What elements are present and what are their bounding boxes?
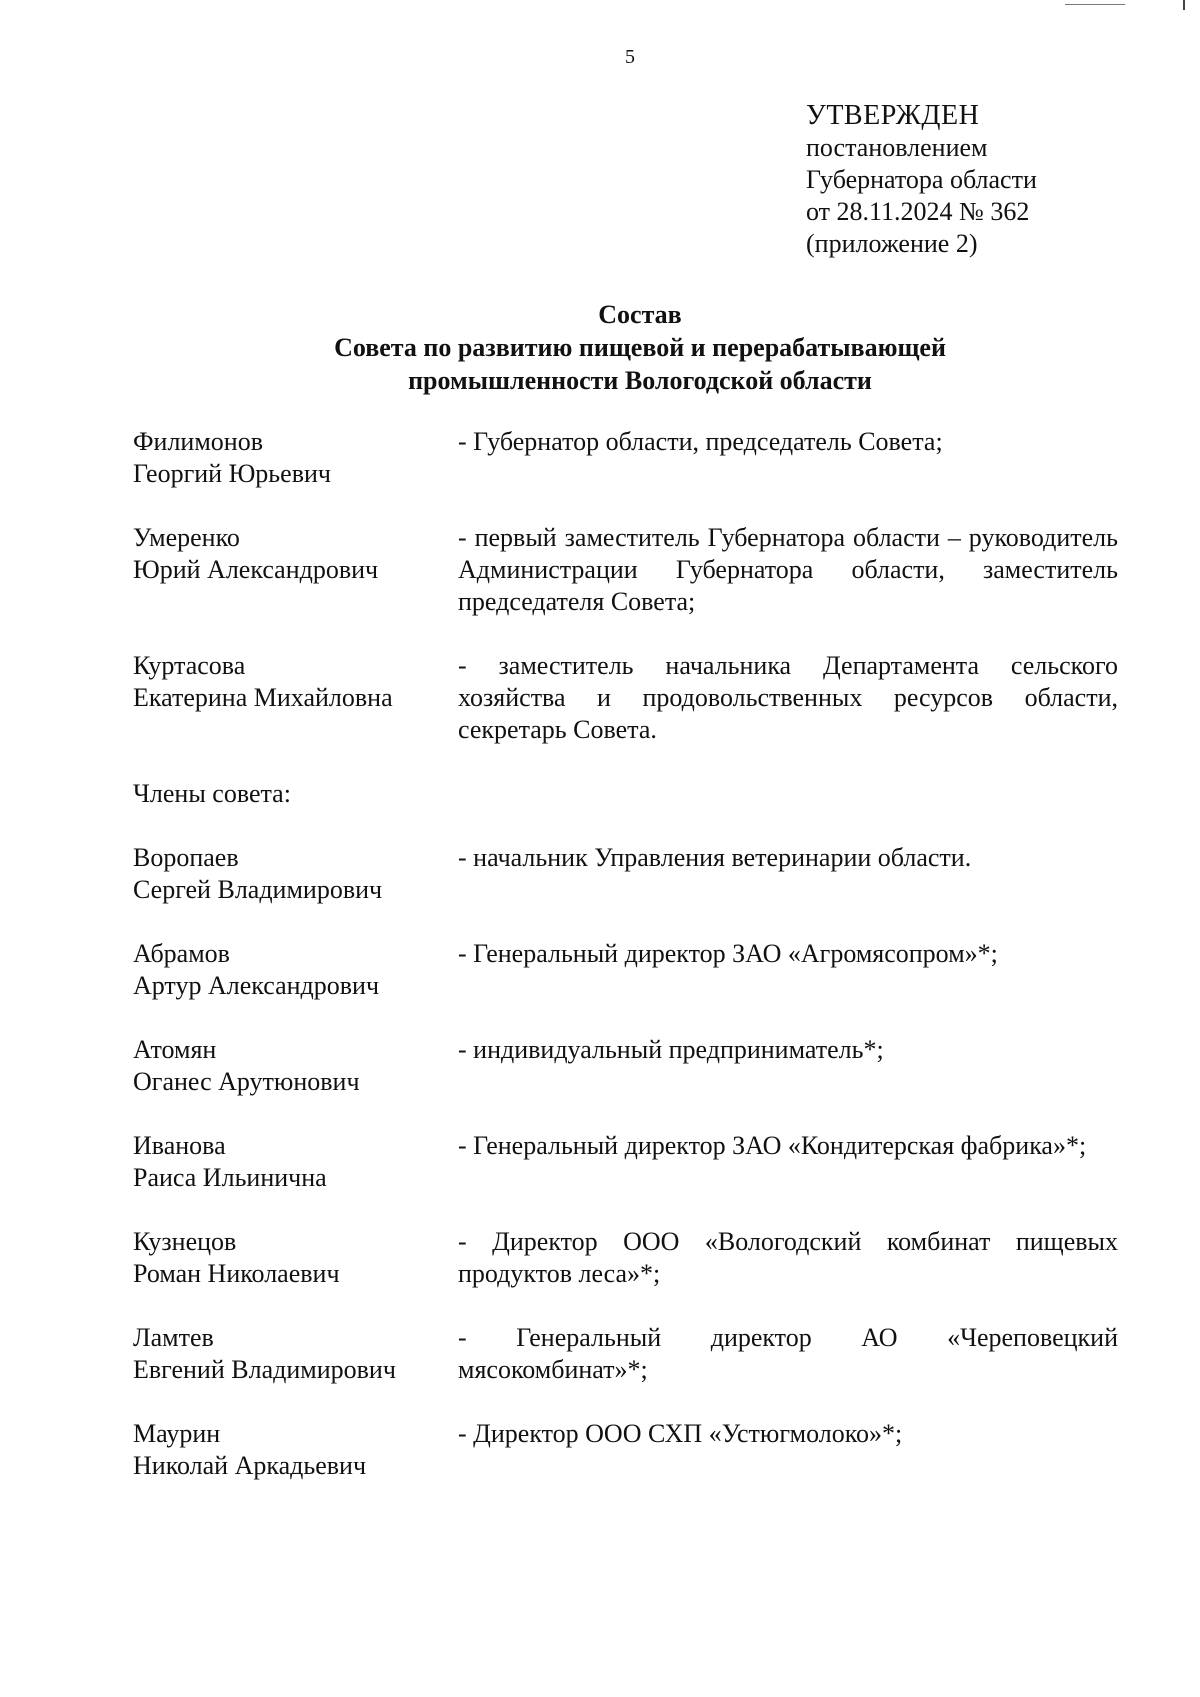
member-name (133, 1034, 458, 1098)
member-role: - Губернатор области, председатель Совета; (458, 427, 943, 456)
member-surname: Иванова (133, 1131, 226, 1160)
member-role: - Генеральный директор ЗАО «Агромясопром»*; (458, 939, 998, 968)
member-entry (133, 1418, 1118, 1482)
member-entry (133, 1034, 1118, 1098)
member-role: - Генеральный директор ЗАО «Кондитерская фабрика»*; (458, 1131, 1087, 1160)
approval-title: УТВЕРЖДЕН (806, 100, 980, 131)
member-entry-chairman (133, 426, 1118, 490)
member-name (133, 1322, 458, 1386)
member-surname: Атомян (133, 1035, 217, 1064)
member-given-name: Николай Аркадьевич (133, 1451, 367, 1480)
member-surname: Куртасова (133, 651, 246, 680)
member-given-name: Раиса Ильинична (133, 1163, 327, 1192)
member-entry (133, 1226, 1118, 1290)
member-role: - Директор ООО «Вологодский комбинат пищевых продуктов леса»*; (458, 1227, 1118, 1288)
member-name (133, 842, 458, 906)
member-entry (133, 938, 1118, 1002)
member-name (133, 1130, 458, 1194)
member-given-name: Сергей Владимирович (133, 875, 383, 904)
member-role: - Генеральный директор АО «Череповецкий мясокомбинат»*; (458, 1323, 1118, 1384)
member-surname: Филимонов (133, 427, 263, 456)
member-name (133, 426, 458, 490)
approval-line-3: от 28.11.2024 № 362 (806, 197, 1030, 226)
members-label: Члены совета: (133, 779, 291, 808)
member-role: - начальник Управления ветеринарии области. (458, 843, 972, 872)
member-surname: Воропаев (133, 843, 239, 872)
member-entry (133, 842, 1118, 906)
member-given-name: Юрий Александрович (133, 555, 379, 584)
member-role: - первый заместитель Губернатора области – руководитель Администрации Губернатора области, заместитель председателя Совета; (458, 523, 1118, 616)
scan-edge-dash (1065, 4, 1125, 5)
member-surname: Кузнецов (133, 1227, 237, 1256)
approval-line-2: Губернатора области (806, 165, 1037, 194)
member-given-name: Артур Александрович (133, 971, 380, 1000)
scan-edge-mark (1183, 0, 1185, 10)
council-composition (133, 426, 1118, 1482)
member-surname: Ламтев (133, 1323, 214, 1352)
member-name (133, 1418, 458, 1482)
member-given-name: Евгений Владимирович (133, 1355, 396, 1384)
member-entry-secretary (133, 650, 1118, 746)
member-role: - Директор ООО СХП «Устюгмолоко»*; (458, 1419, 903, 1448)
member-surname: Умеренко (133, 523, 240, 552)
document-heading (0, 298, 1200, 397)
member-surname: Маурин (133, 1419, 221, 1448)
member-given-name: Оганес Арутюнович (133, 1067, 360, 1096)
heading-line-3: промышленности Вологодской области (408, 366, 872, 395)
member-entry (133, 1130, 1118, 1194)
page-number: 5 (625, 46, 635, 68)
member-name (133, 1226, 458, 1290)
heading-line-2: Совета по развитию пищевой и перерабатывающей (334, 333, 946, 362)
member-entry (133, 1322, 1118, 1386)
member-given-name: Екатерина Михайловна (133, 683, 393, 712)
approval-stamp (806, 100, 1037, 260)
approval-line-1: постановлением (806, 133, 988, 162)
member-name (133, 938, 458, 1002)
heading-line-1: Состав (598, 300, 682, 329)
member-surname: Абрамов (133, 939, 230, 968)
member-given-name: Георгий Юрьевич (133, 459, 331, 488)
approval-line-4: (приложение 2) (806, 229, 978, 258)
member-given-name: Роман Николаевич (133, 1259, 340, 1288)
member-name (133, 522, 458, 618)
member-role: - заместитель начальника Департамента сельского хозяйства и продовольственных ресурсов области, секретарь Совета. (458, 651, 1118, 744)
member-name (133, 650, 458, 746)
member-entry-deputy-chairman (133, 522, 1118, 618)
member-role: - индивидуальный предприниматель*; (458, 1035, 884, 1064)
